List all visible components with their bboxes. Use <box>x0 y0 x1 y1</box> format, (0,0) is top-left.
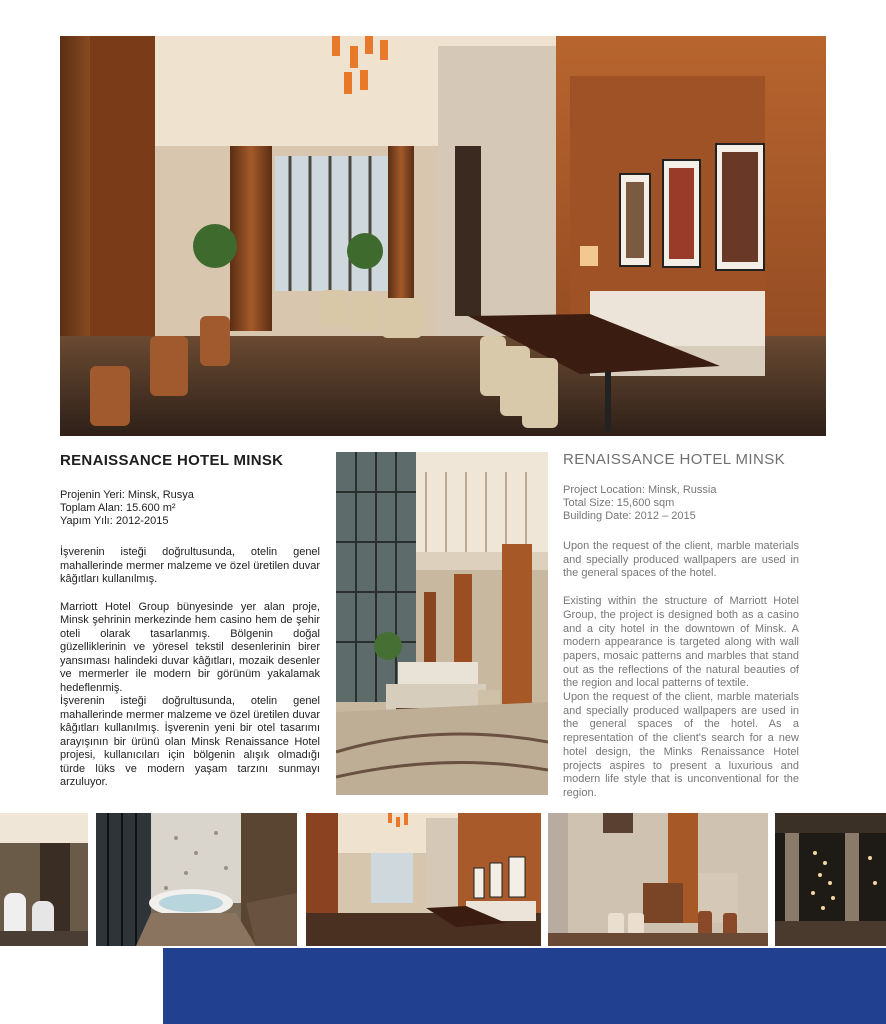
project-meta-turkish <box>60 489 194 528</box>
meta-location-tr: Projenin Yeri: Minsk, Rusya <box>60 489 194 501</box>
accent-color-block <box>163 948 886 1024</box>
project-meta-english <box>563 484 716 523</box>
paragraph-en-2: Existing within the structure of Marriott Hotel Group, the project is designed both as a casino and a city hotel in the downtown of Minsk. A modern appearance is targeted along with wall papers, mosaic patterns and marbles that stand out as the reflections of the natural beauties of the region and local patterns of textile. <box>563 595 799 690</box>
title-english: RENAISSANCE HOTEL MINSK <box>563 451 786 468</box>
meta-year-tr: Yapım Yılı: 2012-2015 <box>60 515 169 527</box>
meta-location-en: Project Location: Minsk, Russia <box>563 484 717 496</box>
paragraph-en-3: Upon the request of the client, marble materials and specially produced wallpapers are used in the general spaces of the hotel. As a representation of the client's search for a new hotel design, the Minks Renaissance Hotel projects aspires to present a luxurious and modern life style that is unconventional for the region. <box>563 691 799 799</box>
thumbnail-spa-jacuzzi <box>96 813 297 946</box>
title-turkish: RENAISSANCE HOTEL MINSK <box>60 452 284 469</box>
paragraph-tr-1: İşverenin isteği doğrultusunda, otelin genel mahallerinde mermer malzeme ve özel üretilen duvar kâğıtları kullanılmış. <box>60 546 320 585</box>
paragraph-tr-2: Marriott Hotel Group bünyesinde yer alan proje, Minsk şehrinin merkezinde hem casino hem de şehir oteli olarak tasarlanmış. Bölgenin doğal güzelliklerinin ve yöresel tekstil desenlerinin birer yansıması halindeki duvar kâğıtları, mozaik desenler ve mermerler ile modern bir görünüm yakalamak hedeflenmiş. <box>60 600 320 694</box>
hero-lounge-photo <box>60 36 826 436</box>
meta-size-en: Total Size: 15,600 sqm <box>563 497 675 509</box>
meta-area-tr: Toplam Alan: 15.600 m² <box>60 502 176 514</box>
thumbnail-bar <box>548 813 768 946</box>
paragraph-en-1: Upon the request of the client, marble materials and specially produced wallpapers are used in the general spaces of the hotel. <box>563 540 799 580</box>
body-english <box>563 540 799 801</box>
atrium-photo <box>336 452 548 795</box>
body-turkish <box>60 546 320 790</box>
thumbnail-restroom <box>0 813 88 946</box>
thumbnail-lobby-night <box>775 813 886 946</box>
paragraph-tr-3: İşverenin isteği doğrultusunda, otelin genel mahallerinde mermer malzeme ve özel üretilen duvar kâğıtları kullanılmış. İşverenin yeni bir otel tasarımı arayışının bir ürünü olan Minsk Renaissance Hotel projesi, kullanıcıları için bölgenin alışık olmadığı türde lüks ve modern yaşam tarzını sunmayı arzuluyor. <box>60 695 320 788</box>
meta-date-en: Building Date: 2012 – 2015 <box>563 510 696 522</box>
thumbnail-lounge <box>306 813 541 946</box>
